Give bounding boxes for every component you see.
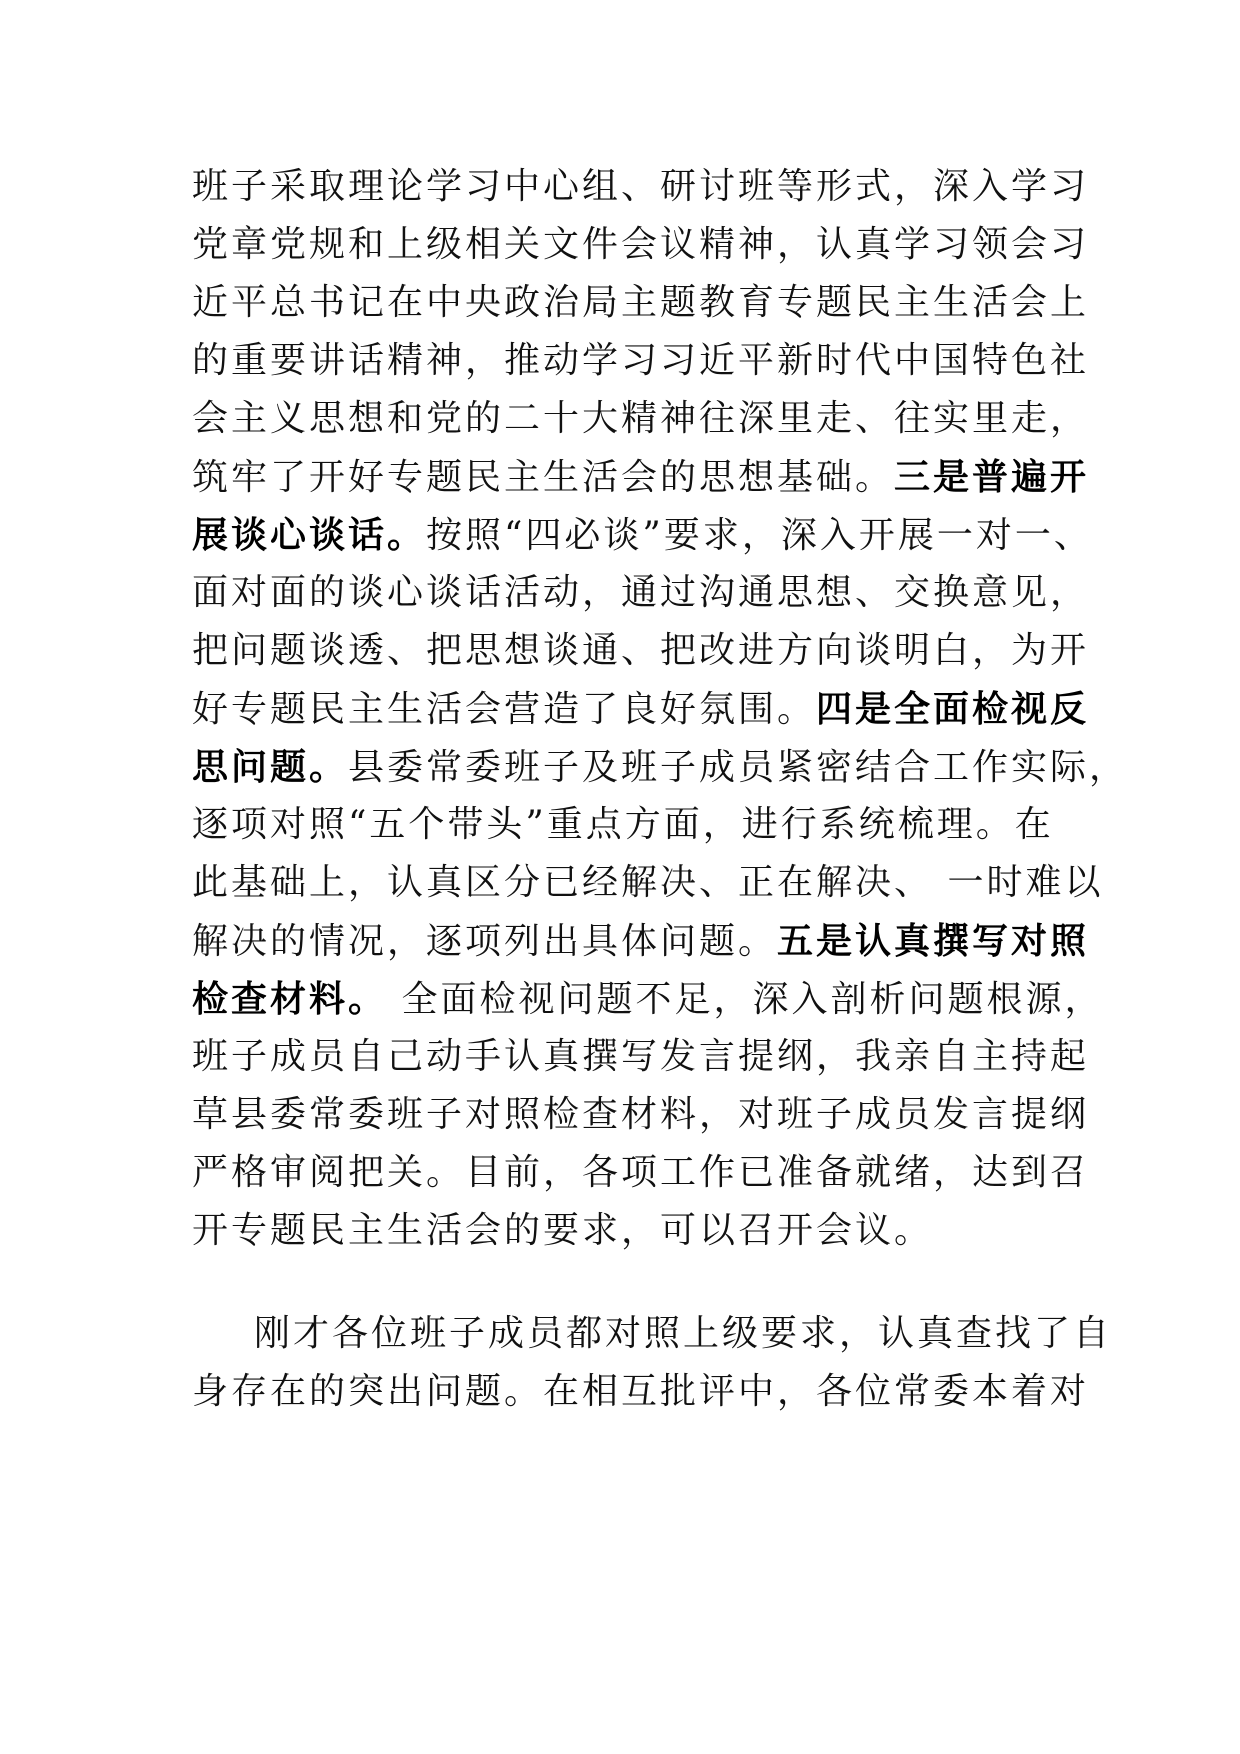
body-text: 此基础上，认真区分已经解决、正在解决、 一时难以 <box>192 862 1104 903</box>
body-text: 按照“四必谈”要求，深入开展一对一、 <box>426 515 1093 556</box>
text-line <box>192 1363 1090 1421</box>
text-line <box>192 680 1090 738</box>
text-line <box>192 564 1090 622</box>
text-line <box>192 912 1090 970</box>
text-line <box>192 1305 1113 1363</box>
body-text: 的重要讲话精神，推动学习习近平新时代中国特色社 <box>192 340 1090 381</box>
bold-heading-text: 思问题。 <box>192 746 349 788</box>
bold-heading-text: 四是全面检视反 <box>816 688 1090 730</box>
text-line <box>192 332 1090 390</box>
bold-heading-text: 展谈心谈话。 <box>192 514 427 556</box>
text-line <box>192 448 1090 506</box>
text-line <box>192 1086 1090 1144</box>
body-text: 近平总书记在中央政治局主题教育专题民主生活会上 <box>192 282 1090 323</box>
text-line <box>192 622 1090 680</box>
text-line <box>192 506 1093 564</box>
body-text: 开专题民主生活会的要求，可以召开会议。 <box>192 1210 934 1251</box>
text-line <box>192 1028 1090 1086</box>
text-line <box>192 796 1052 854</box>
body-text: 刚才各位班子成员都对照上级要求，认真查找了自 <box>254 1313 1113 1354</box>
body-text: 班子采取理论学习中心组、研讨班等形式，深入学习 <box>192 166 1090 207</box>
body-text: 筑牢了开好专题民主生活会的思想基础。 <box>192 457 895 498</box>
bold-heading-text: 三是普遍开 <box>894 456 1090 498</box>
text-line <box>192 158 1090 216</box>
text-line <box>192 216 1090 274</box>
bold-heading-text: 五是认真撰写对照 <box>777 920 1090 962</box>
body-text: 解决的情况，逐项列出具体问题。 <box>192 921 778 962</box>
body-text: 县委常委班子及班子成员紧密结合工作实际， <box>348 747 1129 788</box>
text-line <box>192 274 1090 332</box>
body-text: 好专题民主生活会营造了良好氛围。 <box>192 689 817 730</box>
paragraph-preparation-work <box>192 158 1129 1260</box>
text-line <box>192 390 1090 448</box>
text-line <box>192 1202 1052 1260</box>
body-text: 逐项对照“五个带头”重点方面，进行系统梳理。在 <box>192 804 1054 845</box>
body-text: 会主义思想和党的二十大精神往深里走、往实里走， <box>192 398 1090 439</box>
body-text: 党章党规和上级相关文件会议精神，认真学习领会习 <box>192 224 1090 265</box>
text-line <box>192 854 1104 912</box>
body-text: 草县委常委班子对照检查材料，对班子成员发言提纲 <box>192 1094 1090 1135</box>
body-text: 班子成员自己动手认真撰写发言提纲，我亲自主持起 <box>192 1036 1090 1077</box>
bold-heading-text: 检查材料。 <box>192 978 388 1020</box>
body-text: 全面检视问题不足，深入剖析问题根源， <box>387 979 1104 1020</box>
body-text: 身存在的突出问题。在相互批评中，各位常委本着对 <box>192 1371 1090 1412</box>
text-line <box>192 1144 1090 1202</box>
text-line <box>192 738 1129 796</box>
body-text: 严格审阅把关。目前，各项工作已准备就绪，达到召 <box>192 1152 1090 1193</box>
paragraph-criticism-intro <box>192 1305 1113 1421</box>
body-text: 把问题谈透、把思想谈通、把改进方向谈明白，为开 <box>192 630 1090 671</box>
text-line <box>192 970 1104 1028</box>
body-text: 面对面的谈心谈话活动，通过沟通思想、交换意见， <box>192 572 1090 613</box>
